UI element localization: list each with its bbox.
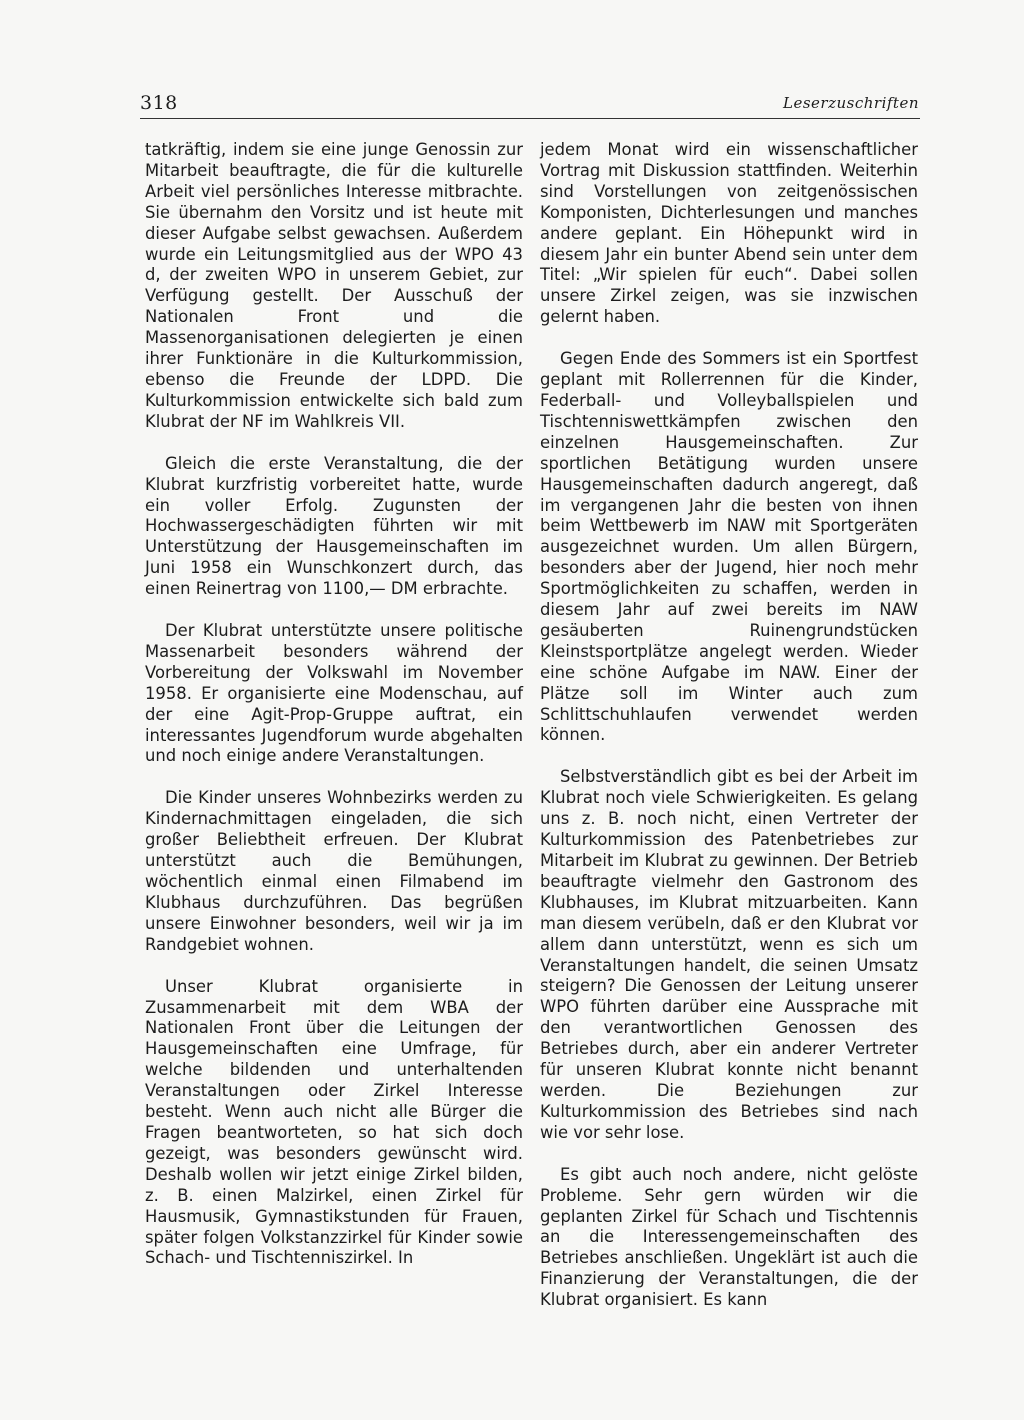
paragraph: Unser Klubrat organisierte in Zusammenarbeit mit dem WBA der Nationalen Front über die Leitungen der Hausgemeinschaften eine Umfrage, für welche bildenden und unterhaltenden Veranstaltungen oder Zirkel Interesse besteht. Wenn auch nicht alle Bürger die Fragen beantworteten, so hat sich doch gezeigt, was besonders gewünscht wird. Deshalb wollen wir jetzt einige Zirkel bilden, z. B. einen Malzirkel, einen Zirkel für Hausmusik, Gymnastikstunden für Frauen, später folgen Volkstanzzirkel für Kinder sowie Schach- und Tischtenniszirkel. In xyxy=(145,976,523,1268)
paragraph: Die Kinder unseres Wohnbezirks werden zu Kindernachmittagen eingeladen, die sich großer Beliebtheit erfreuen. Der Klubrat unterstützt auch die Bemühungen, wöchentlich einmal einen Filmabend im Klubhaus durchzuführen. Das begrüßen unsere Einwohner besonders, weil wir ja im Randgebiet wohnen. xyxy=(145,788,523,954)
paragraph: Der Klubrat unterstützte unsere politische Massenarbeit besonders während der Vorbereitung der Volkswahl im November 1958. Er organisierte eine Modenschau, auf der eine Agit-Prop-Gruppe auftrat, ein interessantes Jugendforum wurde abgehalten und noch einige andere Veranstaltungen. xyxy=(145,621,523,766)
paragraph: jedem Monat wird ein wissenschaftlicher Vortrag mit Diskussion stattfinden. Weiterhin sind Vorstellungen von zeitgenössischen Komponisten, Dichterlesungen und manches andere geplant. Ein Höhepunkt wird in diesem Jahr ein bunter Abend sein unter dem Titel: „Wir spielen für euch“. Dabei sollen unsere Zirkel zeigen, was sie inzwischen gelernt haben. xyxy=(540,140,918,327)
paragraph: tatkräftig, indem sie eine junge Genossin zur Mitarbeit beauftragte, die für die kulturelle Arbeit viel persönliches Interesse mitbrachte. Sie übernahm den Vorsitz und ist heute mit dieser Aufgabe selbst gewachsen. Außerdem wurde ein Leitungsmitglied aus der WPO 43 d, der zweiten WPO in unserem Gebiet, zur Verfügung gestellt. Der Ausschuß der Nationalen Front und die Massenorganisationen delegierten je einen ihrer Funktionäre in die Kulturkommission, ebenso die Freunde der LDPD. Die Kulturkommission entwickelte sich bald zum Klubrat der NF im Wahlkreis VII. xyxy=(145,140,523,431)
running-head: Leserzuschriften xyxy=(783,94,919,112)
paragraph: Selbstverständlich gibt es bei der Arbeit im Klubrat noch viele Schwierigkeiten. Es gelang uns z. B. noch nicht, einen Vertreter der Kulturkommission des Patenbetriebes zur Mitarbeit im Klubrat zu gewinnen. Der Betrieb beauftragte vielmehr den Gastronom des Klubhauses, im Klubrat mitzuarbeiten. Kann man diesem verübeln, daß er den Klubrat vor allem dann unterstützt, wenn es sich um Veranstaltungen handelt, die seinen Umsatz steigern? Die Genossen der Leitung unserer WPO führten darüber eine Aussprache mit den verantwortlichen Genossen des Betriebes durch, aber ein anderer Vertreter für unseren Klubrat konnte nicht benannt werden. Die Beziehungen zur Kulturkommission des Betriebes sind nach wie vor sehr lose. xyxy=(540,767,918,1142)
paragraph: Gegen Ende des Sommers ist ein Sportfest geplant mit Rollerrennen für die Kinder, Federball- und Volleyballspielen und Tischtenniswettkämpfen zwischen den einzelnen Hausgemeinschaften. Zur sportlichen Betätigung wurden unsere Hausgemeinschaften dadurch angeregt, daß im vergangenen Jahr die besten von ihnen beim Wettbewerb im NAW mit Sportgeräten ausgezeichnet wurden. Um allen Bürgern, besonders aber der Jugend, hier noch mehr Sportmöglichkeiten zu schaffen, werden in diesem Jahr auf zwei bereits im NAW gesäuberten Ruinengrundstücken Kleinstsportplätze angelegt werden. Wieder eine schöne Aufgabe im NAW. Einer der Plätze soll im Winter auch zum Schlittschuhlaufen verwendet werden können. xyxy=(540,349,918,745)
paragraph: Es gibt auch noch andere, nicht gelöste Probleme. Sehr gern würden wir die geplanten Zirkel für Schach und Tischtennis an die Interessengemeinschaften des Betriebes anschließen. Ungeklärt ist auch die Finanzierung der Veranstaltungen, die der Klubrat organisiert. Es kann xyxy=(540,1164,918,1310)
page-number: 318 xyxy=(140,92,178,114)
right-column xyxy=(540,140,918,1311)
header-rule xyxy=(140,118,920,119)
paragraph: Gleich die erste Veranstaltung, die der Klubrat kurzfristig vorbereitet hatte, wurde ein voller Erfolg. Zugunsten der Hochwassergeschädigten führten wir mit Unterstützung der Hausgemeinschaften im Juni 1958 ein Wunschkonzert durch, das einen Reinertrag von 1100,— DM erbrachte. xyxy=(145,453,523,599)
left-column xyxy=(145,140,523,1269)
